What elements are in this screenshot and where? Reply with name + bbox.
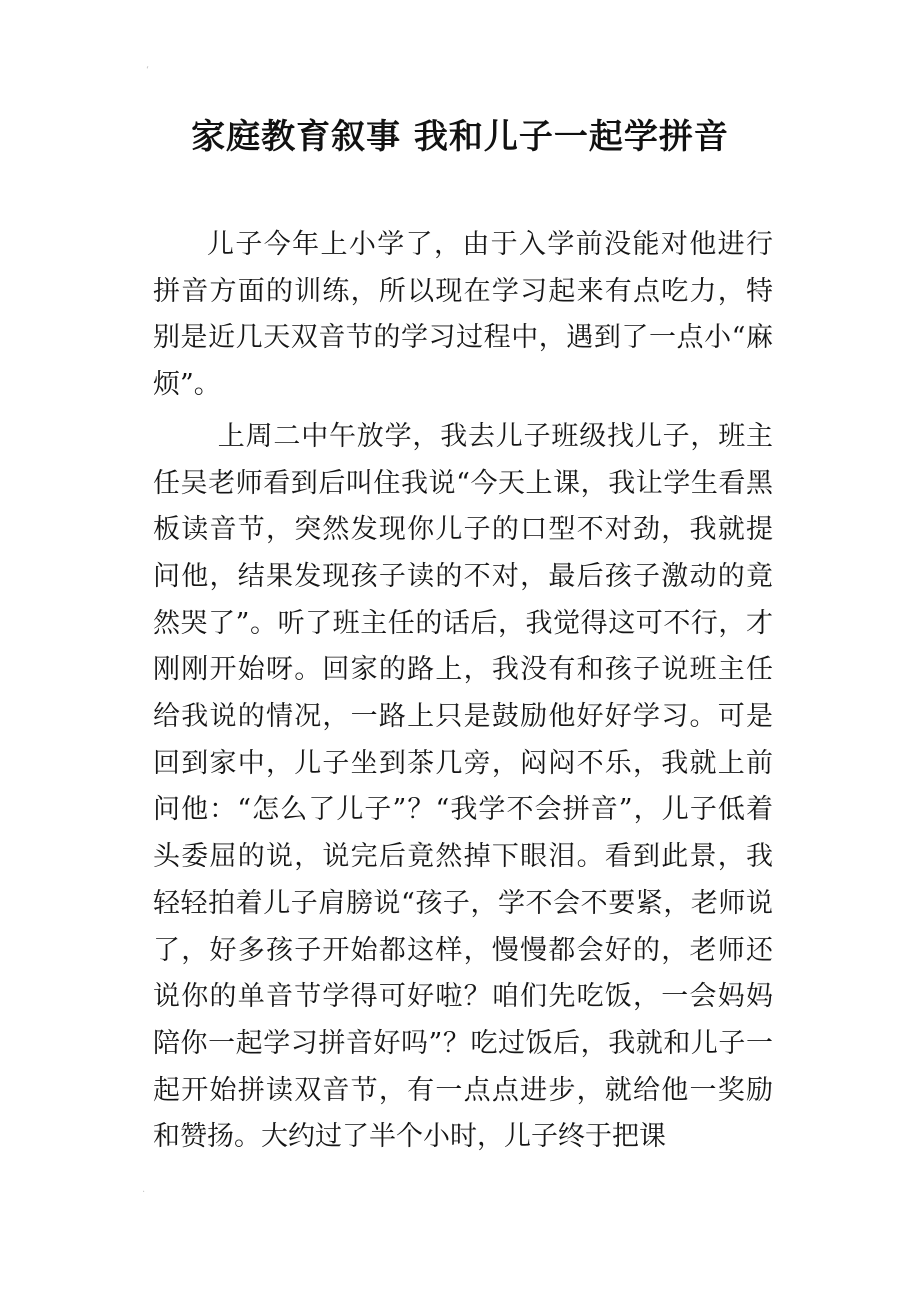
paragraph-1: 儿子今年上小学了，由于入学前没能对他进行拼音方面的训练，所以现在学习起来有点吃力，特别是近几天双音节的学习过程中，遇到了一点小“麻烦”。 bbox=[153, 229, 773, 401]
crop-mark-bottom-left: · bbox=[142, 1187, 146, 1198]
paragraph-2: 上周二中午放学，我去儿子班级找儿子，班主任吴老师看到后叫住我说“今天上课，我让学生看黑板读音节，突然发现你儿子的口型不对劲，我就提问他，结果发现孩子读的不对，最后孩子激动的竟然哭了”。听了班主任的话后，我觉得这可不行，才刚刚开始呀。回家的路上，我没有和孩子说班主任给我说的情况，一路上只是鼓励他好好学习。可是回到家中，儿子坐到茶几旁，闷闷不乐，我就上前问他：“怎么了儿子”？“我学不会拼音”，儿子低着头委屈的说，说完后竟然掉下眼泪。看到此景，我轻轻拍着儿子肩膀说“孩子，学不会不要紧，老师说了，好多孩子开始都这样，慢慢都会好的，老师还说你的单音节学得可好啦？咱们先吃饭，一会妈妈陪你一起学习拼音好吗”？吃过饭后，我就和儿子一起开始拼读双音节，有一点点进步，就给他一奖励和赞扬。大约过了半个小时，儿子终于把课 bbox=[153, 420, 773, 1153]
document-body bbox=[153, 222, 773, 1161]
document-title: 家庭教育叙事 我和儿子一起学拼音 bbox=[191, 117, 729, 157]
crop-mark-top-left: ‘ bbox=[146, 65, 150, 76]
